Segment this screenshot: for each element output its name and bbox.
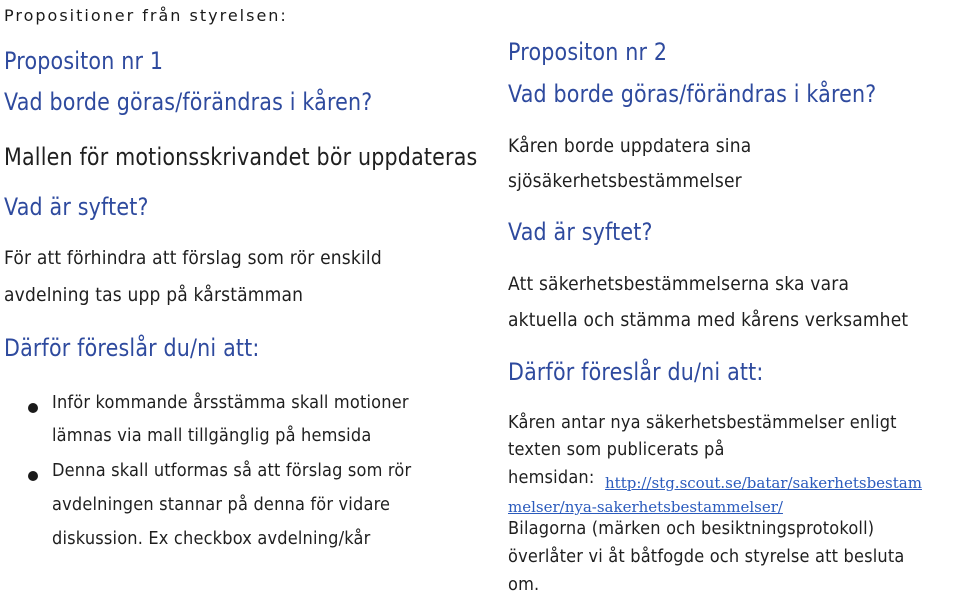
proposition-2-answer-line-2: sjösäkerhetsbestämmelser	[508, 170, 742, 192]
proposition-2-body-line-2: texten som publicerats på	[508, 439, 725, 460]
proposition-2-propose-heading: Därför föreslår du/ni att:	[508, 358, 764, 386]
proposition-1-purpose-line-2: avdelning tas upp på kårstämman	[4, 284, 304, 306]
proposition-2-purpose-line-2: aktuella och stämma med kårens verksamhet	[508, 309, 909, 331]
bullet-2-line-2: avdelningen stannar på denna för vidare	[52, 494, 391, 515]
proposition-2-question: Vad borde göras/förändras i kåren?	[508, 80, 877, 108]
proposition-2-body-line-6: om.	[508, 574, 540, 595]
proposition-2-purpose-heading: Vad är syftet?	[508, 218, 653, 246]
bullet-1-line-2: lämnas via mall tillgänglig på hemsida	[52, 425, 372, 446]
bullet-2-line-3: diskussion. Ex checkbox avdelning/kår	[52, 528, 371, 549]
bullet-1-line-1: Inför kommande årsstämma skall motioner	[52, 392, 409, 413]
bullet-1-icon	[28, 403, 38, 413]
sakerhetsbestammelser-link-line-1[interactable]: http://stg.scout.se/batar/sakerhetsbestam	[605, 474, 922, 492]
proposition-1-propose-heading: Därför föreslår du/ni att:	[4, 334, 260, 362]
proposition-1-purpose-heading: Vad är syftet?	[4, 193, 149, 221]
page-header: Propositioner från styrelsen:	[4, 6, 288, 25]
proposition-2-body-line-3-prefix: hemsidan:	[508, 467, 595, 488]
proposition-1-question: Vad borde göras/förändras i kåren?	[4, 88, 373, 116]
bullet-2-line-1: Denna skall utformas så att förslag som rör	[52, 460, 412, 481]
proposition-1-answer: Mallen för motionsskrivandet bör uppdateras	[4, 143, 478, 171]
proposition-2-body-line-5: överlåter vi åt båtfogde och styrelse att besluta	[508, 546, 905, 567]
bullet-2-icon	[28, 471, 38, 481]
proposition-2-body-line-1: Kåren antar nya säkerhetsbestämmelser enligt	[508, 412, 897, 433]
proposition-2-body-line-4: Bilagorna (märken och besiktningsprotokoll)	[508, 518, 875, 539]
proposition-2-title: Propositon nr 2	[508, 38, 668, 66]
sakerhetsbestammelser-link-line-2[interactable]: melser/nya-sakerhetsbestammelser/	[508, 498, 783, 516]
proposition-1-title: Propositon nr 1	[4, 47, 164, 75]
proposition-1-purpose-line-1: För att förhindra att förslag som rör enskild	[4, 247, 382, 269]
proposition-2-answer-line-1: Kåren borde uppdatera sina	[508, 135, 752, 157]
proposition-2-purpose-line-1: Att säkerhetsbestämmelserna ska vara	[508, 273, 850, 295]
